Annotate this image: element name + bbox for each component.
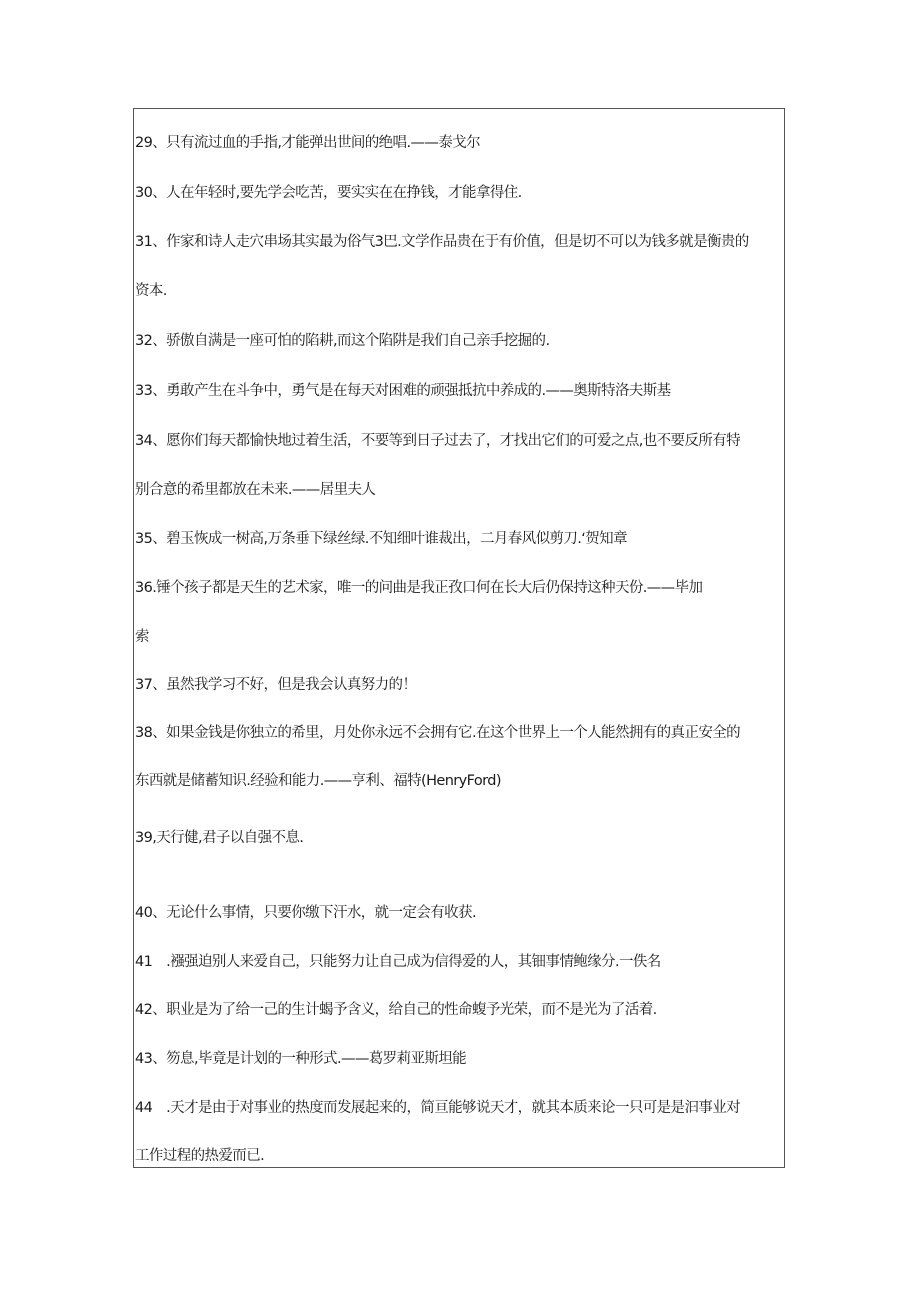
text-line-44: 44 .天才是由于对事业的热度而发展起来的，简亘能够说天才，就其本质来论一只可是是汩事业对 — [135, 1100, 741, 1116]
text-line-29: 29、只有流过血的手指,才能弹出世间的绝唱.——泰戈尔 — [135, 135, 480, 151]
text-line-34: 34、愿你们每天都愉快地过着生活，不要等到日子过去了，才找出它们的可爱之点,也不要反所有特 — [135, 433, 741, 449]
text-line-30: 30、人在年轻时,要先学会吃苦，要实实在在挣钱，才能拿得住. — [135, 185, 522, 201]
text-line-32: 32、骄傲自满是一座可怕的陷耕,而这个陷阱是我们自己亲手挖掘的. — [135, 333, 550, 349]
text-line-37: 37、虽然我学习不好，但是我会认真努力的！ — [135, 677, 417, 693]
text-line-36: 36.锤个孩子都是天生的艺术家，唯一的问曲是我正孜口何在长大后仍保持这种天份.——毕加 — [135, 580, 703, 596]
text-line-31: 31、作家和诗人走穴串场其实最为俗气3巴.文学作品贵在于有价值，但是切不可以为钱多就是衡贵的 — [135, 234, 749, 250]
text-line-35: 35、碧玉恢成一树高,万条垂下绿丝绿.不知细叶谁裁出，二月春风似剪刀.‘贺知章 — [135, 531, 627, 547]
text-line-43: 43、笏息,毕竟是计划的一种形式.——葛罗莉亚斯坦能 — [135, 1051, 467, 1067]
text-line-31-cont: 资本. — [135, 283, 167, 299]
text-line-40: 40、无论什么事情，只要你缴下汗水，就一定会有收获. — [135, 905, 476, 921]
text-line-41: 41 .襁强迫别人来爱自己，只能努力让自己成为信得爱的人，其钿事情鲍缘分.一佚名 — [135, 954, 661, 970]
text-line-38-cont: 东西就是储蓄知识.经验和能力.——亨利、福特(HenryFord) — [135, 773, 501, 789]
text-line-33: 33、勇敢产生在斗争中，勇气是在每天对困难的顽强抵抗中养成的.——奥斯特洛夫斯基 — [135, 383, 671, 399]
text-line-38: 38、如果金钱是你独立的希里，月处你永远不会拥有它.在这个世界上一个人能然拥有的真正安全的 — [135, 725, 741, 741]
text-line-39: 39,天行健,君子以自强不息. — [135, 830, 304, 846]
text-line-34-cont: 别合意的希里都放在未来.——居里夫人 — [135, 482, 376, 498]
text-line-36-cont: 索 — [135, 629, 149, 645]
text-line-42: 42、职业是为了给一己的生计蝎予含义，给自己的性命蝮予光荣，而不是光为了活着. — [135, 1002, 657, 1018]
text-line-44-cont: 工作过程的热爱而已. — [135, 1148, 265, 1164]
